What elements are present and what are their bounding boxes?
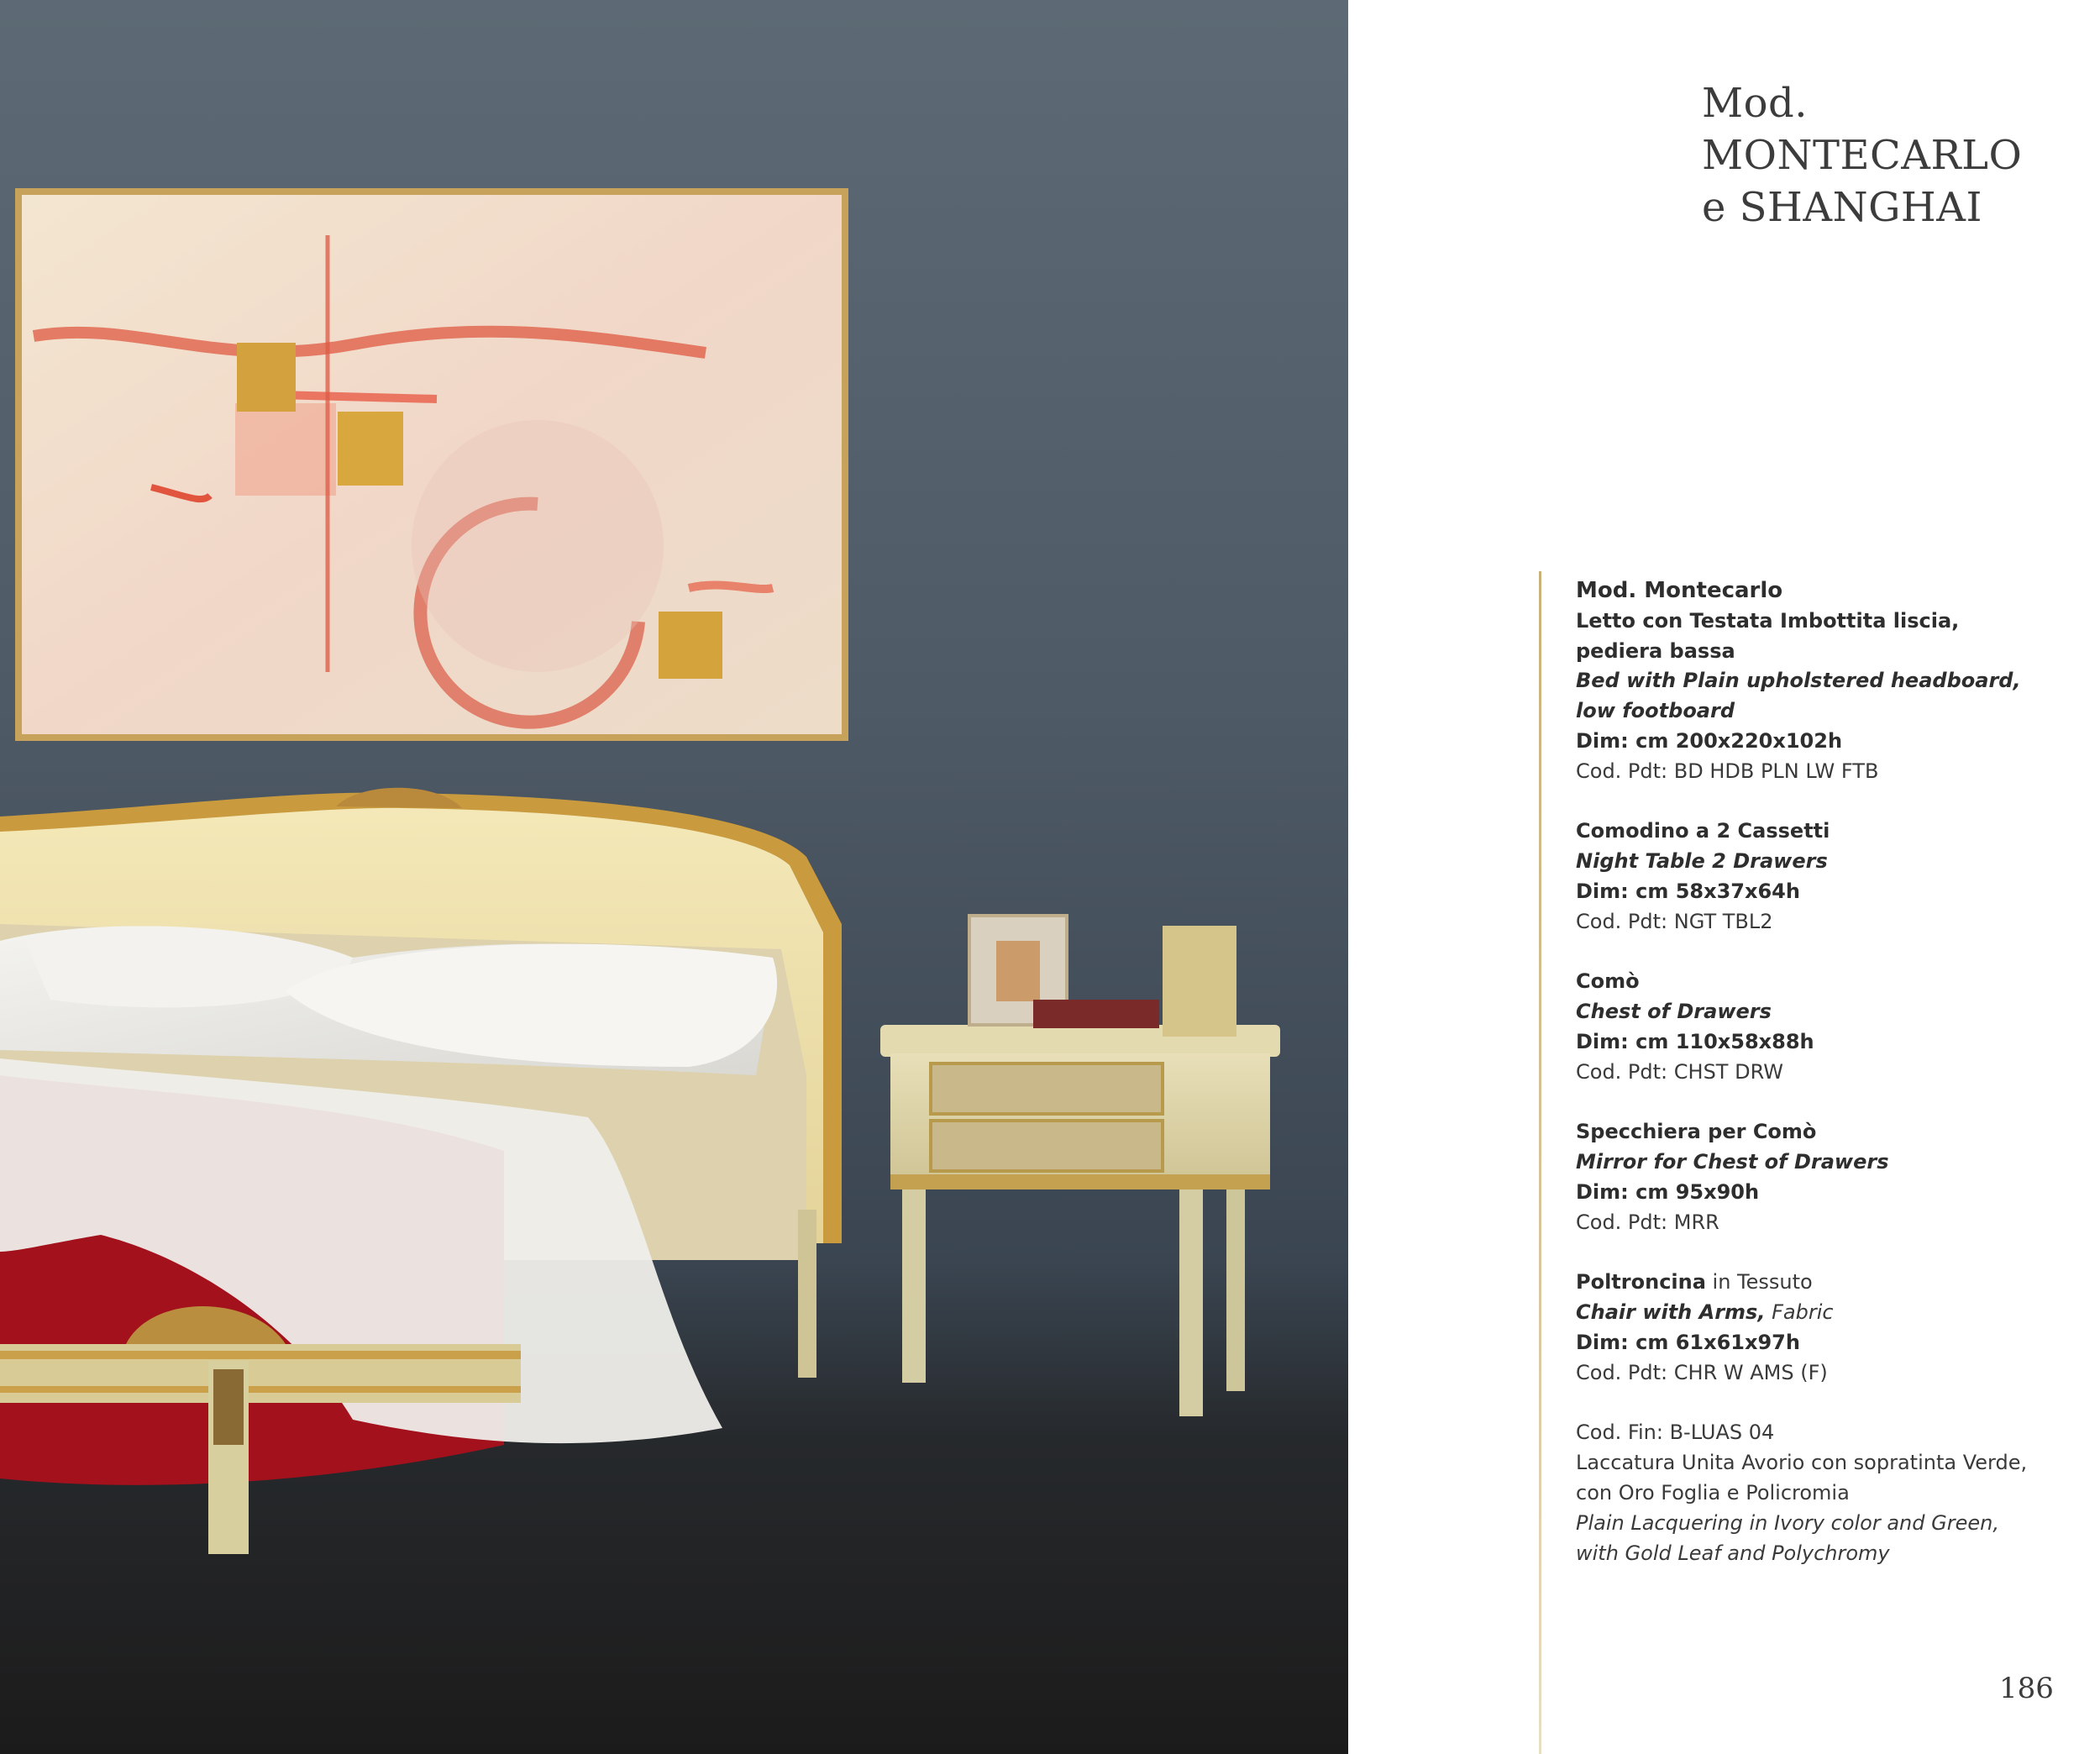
spec-italian-line: Specchiera per Comò <box>1576 1120 1817 1144</box>
spec-chest-of-drawers <box>1576 967 2046 1087</box>
spec-english-line: Bed with Plain upholstered headboard, <box>1576 669 2021 693</box>
spec-dimensions: Dim: cm 200x220x102h <box>1576 728 1843 753</box>
spec-dimensions: Dim: cm 110x58x88h <box>1576 1029 1814 1053</box>
spec-english-line: Chest of Drawers <box>1576 1000 1772 1024</box>
page-number: 186 <box>1999 1672 2054 1705</box>
spec-english-line <box>1576 1298 2046 1328</box>
spec-product-code: Cod. Pdt: CHST DRW <box>1576 1059 1784 1084</box>
spec-product-code: Cod. Pdt: MRR <box>1576 1210 1719 1234</box>
spec-english-line: Mirror for Chest of Drawers <box>1576 1150 1889 1174</box>
spec-english-line: with Gold Leaf and Polychromy <box>1576 1541 1890 1565</box>
night-table <box>880 916 1280 1416</box>
page-title <box>1702 77 2022 234</box>
spec-dimensions: Dim: cm 61x61x97h <box>1576 1330 1800 1354</box>
spec-italian-line: Comodino a 2 Cassetti <box>1576 819 1830 843</box>
spec-english-line: Night Table 2 Drawers <box>1576 849 1828 874</box>
product-specs <box>1576 576 2046 1599</box>
spec-italian-line: pediera bassa <box>1576 638 1735 663</box>
spec-product-code: Cod. Pdt: BD HDB PLN LW FTB <box>1576 759 1879 783</box>
spec-italian-bold: Poltroncina <box>1576 1270 1706 1294</box>
spec-italian-rest: in Tessuto <box>1705 1270 1813 1294</box>
spec-italian-line <box>1576 1268 2046 1298</box>
spec-italian-line: Letto con Testata Imbottita liscia, <box>1576 608 1960 633</box>
title-line-2: MONTECARLO <box>1702 132 2023 179</box>
spec-chair <box>1576 1268 2046 1388</box>
spec-night-table <box>1576 817 2046 937</box>
bed <box>0 788 842 1554</box>
spec-english-bold: Chair with Arms, <box>1576 1300 1766 1325</box>
spec-heading: Mod. Montecarlo <box>1576 578 1783 603</box>
title-line-1: Mod. <box>1702 80 1809 127</box>
spec-english-line: Plain Lacquering in Ivory color and Green, <box>1576 1510 1999 1535</box>
spec-dimensions: Dim: cm 58x37x64h <box>1576 879 1800 903</box>
spec-product-code: Cod. Pdt: CHR W AMS (F) <box>1576 1360 1828 1384</box>
spec-product-code: Cod. Pdt: NGT TBL2 <box>1576 909 1773 933</box>
spec-montecarlo-bed <box>1576 576 2046 787</box>
spec-italian-line: Laccatura Unita Avorio con sopratinta Verde, <box>1576 1451 2028 1475</box>
spec-dimensions: Dim: cm 95x90h <box>1576 1179 1760 1204</box>
title-line-3: e SHANGHAI <box>1702 184 1982 231</box>
abstract-painting <box>15 188 848 741</box>
vertical-divider <box>1539 571 1541 1754</box>
spec-italian-line: Comò <box>1576 969 1640 994</box>
spec-english-line: low footboard <box>1576 699 1735 723</box>
spec-english-rest: Fabric <box>1765 1300 1834 1325</box>
spec-finish <box>1576 1418 2046 1568</box>
spec-mirror <box>1576 1117 2046 1237</box>
spec-italian-line: con Oro Foglia e Policromia <box>1576 1480 1850 1505</box>
spec-finish-code: Cod. Fin: B-LUAS 04 <box>1576 1421 1775 1445</box>
